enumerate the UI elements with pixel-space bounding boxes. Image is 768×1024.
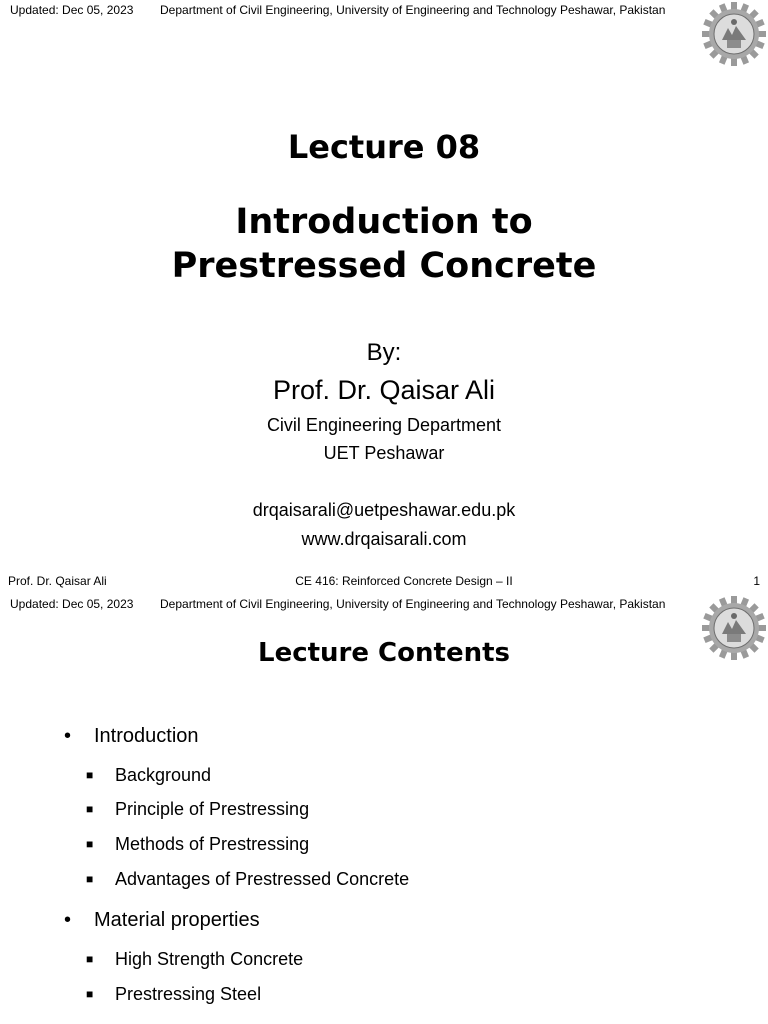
list-item-text: Material properties	[94, 909, 260, 931]
footer-page-number: 1	[753, 574, 760, 588]
square-bullet-icon: ■	[86, 987, 94, 1001]
footer-course: CE 416: Reinforced Concrete Design – II	[295, 574, 513, 588]
by-label: By:	[366, 339, 402, 366]
list-item-text: Background	[115, 765, 212, 785]
square-bullet-icon: ■	[86, 768, 94, 782]
lecture-number: Lecture 08	[287, 128, 481, 166]
list-item-text: Introduction	[94, 725, 199, 747]
list-item-text: Prestressing Steel	[115, 984, 262, 1004]
header-updated-date: Updated: Dec 05, 2023	[10, 597, 134, 611]
author-email: drqaisarali@uetpeshawar.edu.pk	[252, 500, 516, 520]
square-bullet-icon: ■	[86, 837, 94, 851]
round-bullet-icon: •	[64, 725, 72, 747]
slide-2	[0, 594, 768, 1024]
contents-heading: Lecture Contents	[258, 638, 510, 668]
square-bullet-icon: ■	[86, 872, 94, 886]
lecture-title-line-1: Introduction to	[235, 202, 533, 242]
square-bullet-icon: ■	[86, 952, 94, 966]
list-item-text: Methods of Prestressing	[115, 834, 310, 854]
list-item-text: High Strength Concrete	[115, 949, 304, 969]
lecture-title	[0, 200, 768, 288]
author-department: Civil Engineering Department	[266, 415, 502, 435]
footer-author: Prof. Dr. Qaisar Ali	[8, 574, 107, 588]
author-name: Prof. Dr. Qaisar Ali	[272, 375, 496, 405]
university-gear-seal-icon	[702, 2, 766, 66]
header-updated-date: Updated: Dec 05, 2023	[10, 3, 134, 17]
list-item-text: Principle of Prestressing	[115, 799, 310, 819]
round-bullet-icon: •	[64, 909, 72, 931]
lecture-title-line-2: Prestressed Concrete	[171, 246, 597, 286]
square-bullet-icon: ■	[86, 802, 94, 816]
author-university: UET Peshawar	[323, 443, 445, 463]
list-item-text: Advantages of Prestressed Concrete	[115, 869, 410, 889]
author-website: www.drqaisarali.com	[301, 529, 467, 549]
header-department: Department of Civil Engineering, University of Engineering and Technology Peshawar, Pakistan	[160, 597, 666, 611]
header-department: Department of Civil Engineering, University of Engineering and Technology Peshawar, Pakistan	[160, 3, 666, 17]
